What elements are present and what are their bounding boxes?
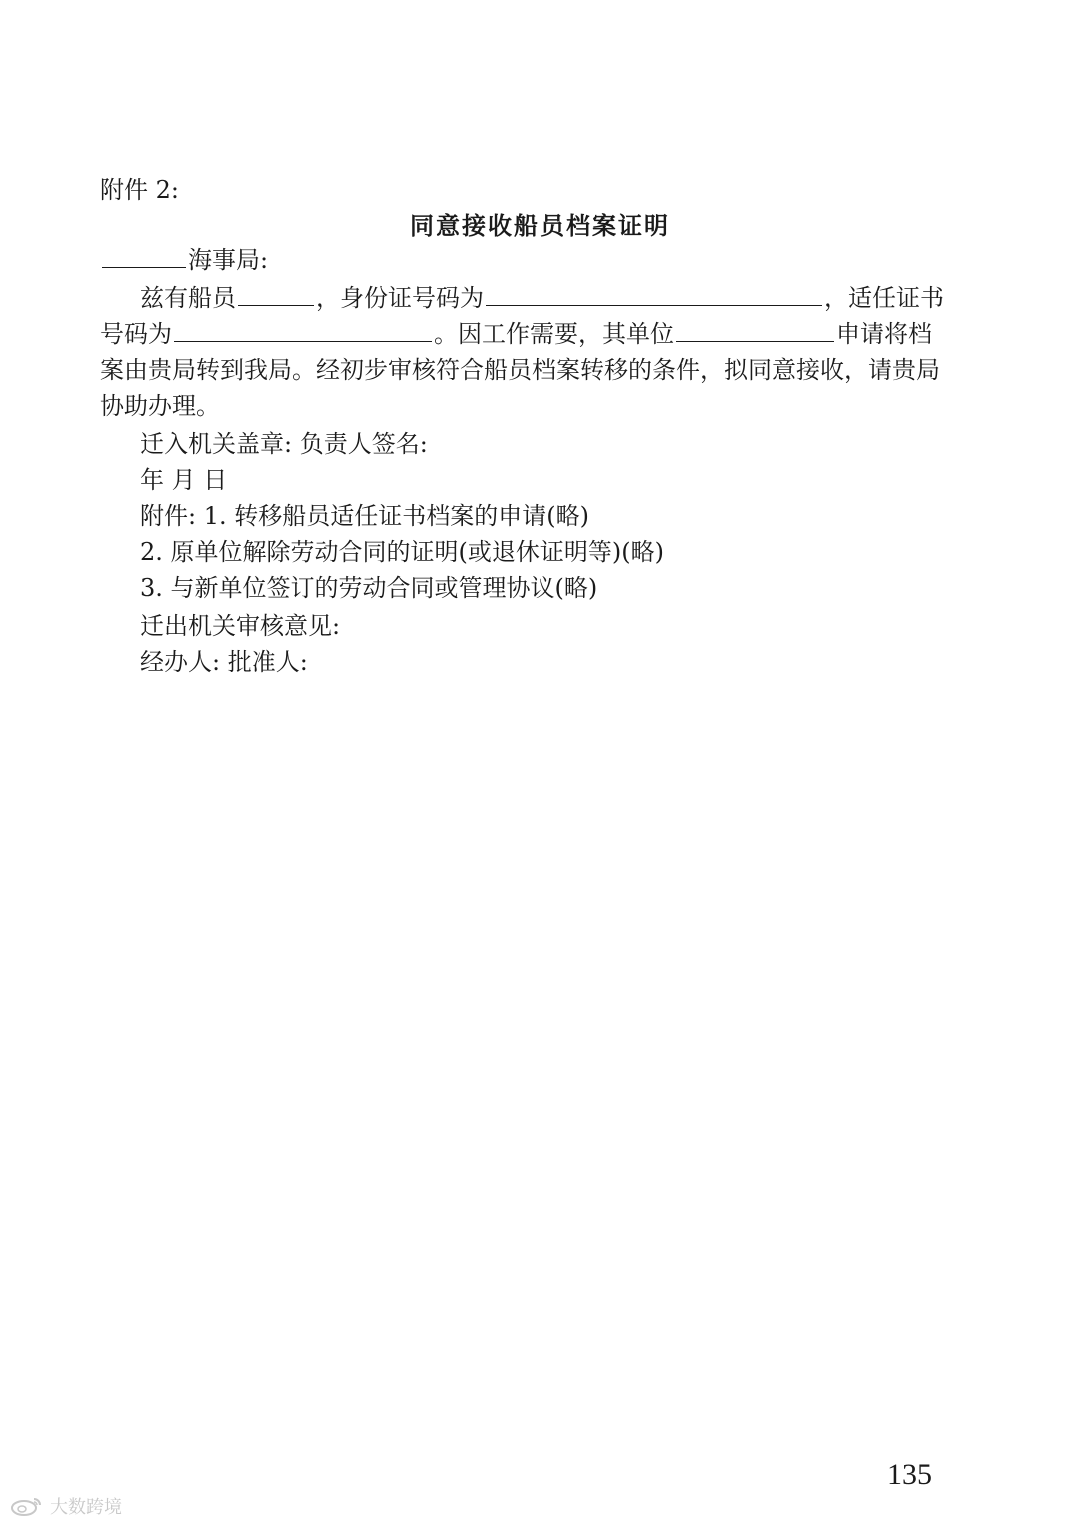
- handler-line: 经办人: 批准人:: [140, 648, 308, 676]
- watermark: [10, 1493, 122, 1519]
- attachment-item-3: 3. 与新单位签订的劳动合同或管理协议(略): [140, 574, 598, 602]
- sign-line: 迁入机关盖章: 负责人签名:: [140, 430, 428, 458]
- blank-crew-name: [238, 281, 314, 306]
- watermark-text: 大数跨境: [50, 1497, 122, 1518]
- para-line-4: 协助办理。: [100, 392, 220, 420]
- para-text: 号码为: [100, 320, 172, 348]
- blank-id-number: [486, 281, 822, 306]
- para-text: 兹有船员: [140, 284, 236, 312]
- blank-employer: [676, 317, 834, 342]
- addressee-suffix: 海事局:: [188, 246, 269, 274]
- review-line: 迁出机关审核意见:: [140, 612, 341, 640]
- attachment-label: 附件 2:: [100, 176, 179, 204]
- weibo-logo-icon: [10, 1496, 44, 1516]
- document-title: 同意接收船员档案证明: [410, 211, 670, 240]
- blank-maritime-bureau: [102, 243, 186, 268]
- para-text: 。因工作需要，其单位: [434, 320, 674, 348]
- para-line-1: [100, 280, 980, 316]
- para-text: ，身份证号码为: [316, 284, 484, 312]
- date-line: 年 月 日: [140, 466, 228, 494]
- attachment-item-2: 2. 原单位解除劳动合同的证明(或退休证明等)(略): [140, 538, 664, 566]
- blank-certificate-number: [174, 317, 432, 342]
- para-text: ，适任证书: [824, 284, 944, 312]
- body-paragraph: [100, 280, 980, 424]
- addressee-line: [100, 242, 268, 278]
- page-number: 135: [887, 1458, 932, 1491]
- para-line-3: 案由贵局转到我局。经初步审核符合船员档案转移的条件，拟同意接收，请贵局: [100, 356, 940, 384]
- para-line-2: [100, 316, 980, 352]
- para-text: 申请将档: [836, 320, 932, 348]
- attachment-item-1: 附件: 1. 转移船员适任证书档案的申请(略): [140, 502, 589, 530]
